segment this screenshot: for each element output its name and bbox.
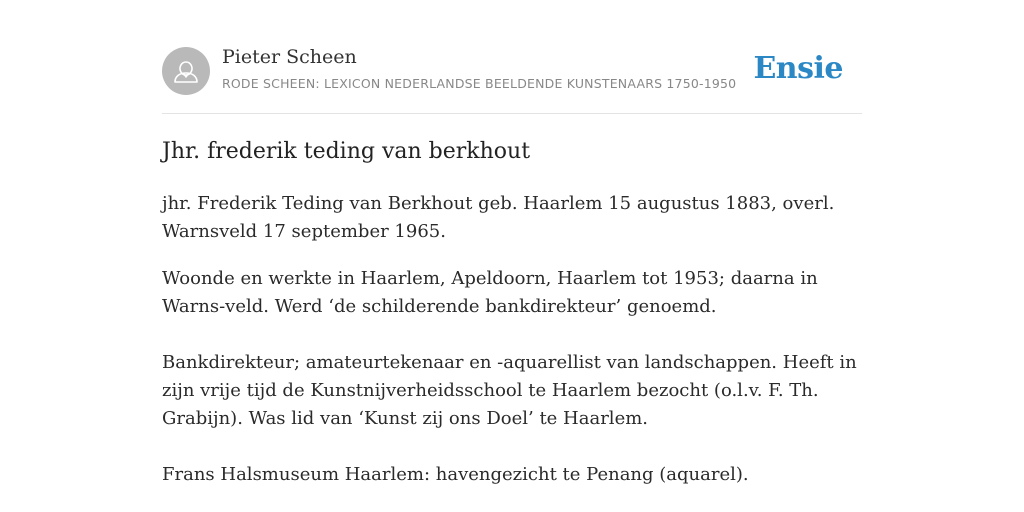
avatar[interactable] (162, 47, 210, 95)
article-header (162, 46, 862, 96)
author-name[interactable]: Pieter Scheen (222, 46, 357, 68)
article-title: Jhr. frederik teding van berkhout (162, 139, 531, 164)
user-silhouette-icon (162, 47, 210, 95)
header-divider (162, 113, 862, 114)
article-paragraph: jhr. Frederik Teding van Berkhout geb. Haarlem 15 augustus 1883, overl. Warnsveld 17 september 1965. (162, 193, 835, 242)
source-title[interactable]: RODE SCHEEN: LEXICON NEDERLANDSE BEELDENDE KUNSTENAARS 1750-1950 (222, 76, 737, 91)
article-paragraph: Frans Halsmuseum Haarlem: havengezicht te Penang (aquarel). (162, 464, 749, 485)
article-paragraph: Woonde en werkte in Haarlem, Apeldoorn, Haarlem tot 1953; daarna in Warns-veld. Werd ‘de schilderende bankdirekteur’ genoemd. (162, 268, 818, 317)
article-paragraph: Bankdirekteur; amateurtekenaar en -aquarellist van landschappen. Heeft in zijn vrije tijd de Kunstnijverheidsschool te Haarlem bezocht (o.l.v. F. Th. Grabijn). Was lid van ‘Kunst zij ons Doel’ te Haarlem. (162, 352, 857, 429)
brand-logo[interactable]: Ensie (753, 51, 843, 86)
